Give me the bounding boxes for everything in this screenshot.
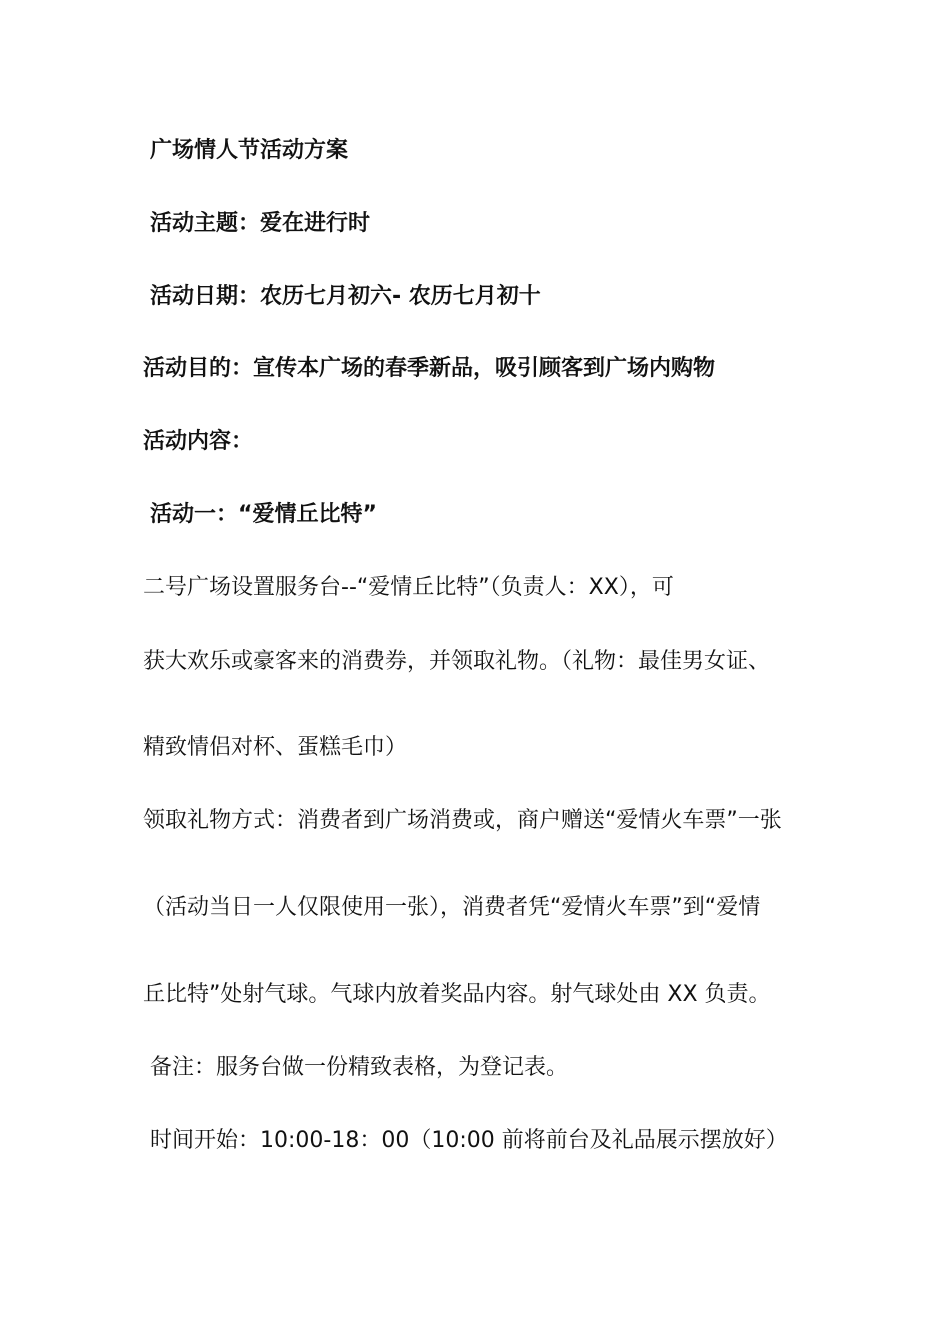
activity-purpose: 活动目的：宣传本广场的春季新品，吸引顾客到广场内购物	[143, 356, 716, 381]
body-line: （活动当日一人仅限使用一张），消费者凭“爱情火车票”到“爱情	[143, 895, 761, 920]
body-line: 时间开始：10:00-18：00（10:00 前将前台及礼品展示摆放好）	[150, 1128, 788, 1153]
body-line: 获大欢乐或豪客来的消费券，并领取礼物。（礼物：最佳男女证、	[143, 649, 771, 674]
document-title: 广场情人节活动方案	[150, 138, 349, 163]
body-line: 精致情侣对杯、蛋糕毛巾）	[143, 735, 408, 760]
activity-content-heading: 活动内容：	[143, 429, 254, 454]
body-line: 二号广场设置服务台--“爱情丘比特”（负责人：XX），可	[143, 575, 674, 600]
body-line: 丘比特”处射气球。气球内放着奖品内容。射气球处由 XX 负责。	[143, 982, 771, 1007]
activity-theme: 活动主题：爱在进行时	[150, 211, 371, 236]
activity-date: 活动日期：农历七月初六- 农历七月初十	[150, 284, 541, 309]
activity-one-heading: 活动一：“爱情丘比特”	[150, 502, 377, 527]
body-line: 备注：服务台做一份精致表格，为登记表。	[150, 1055, 569, 1080]
body-line: 领取礼物方式：消费者到广场消费或，商户赠送“爱情火车票”一张	[143, 808, 782, 833]
